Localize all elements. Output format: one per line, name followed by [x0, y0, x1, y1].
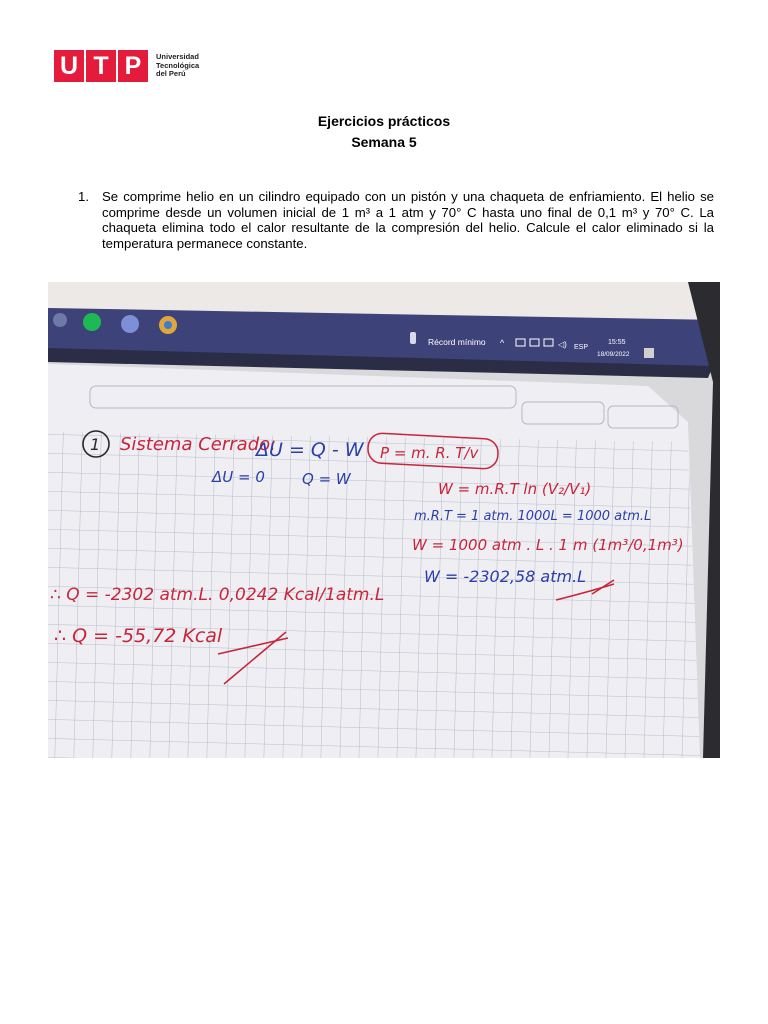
- logo-letter-u: U: [54, 50, 84, 82]
- taskbar-app-icon: [121, 315, 139, 333]
- utp-logo: [54, 50, 199, 82]
- hw-eq-q-equals-w: Q = W: [302, 470, 351, 488]
- speaker-icon: ◁): [558, 340, 567, 349]
- page-subtitle: Semana 5: [351, 134, 417, 150]
- hw-eq-ideal-gas: P = m. R. T/v: [380, 444, 479, 462]
- hw-system-label: Sistema Cerrado:: [120, 434, 277, 455]
- hw-item-number: 1: [90, 435, 101, 454]
- handwritten-solution-photo: [48, 282, 720, 758]
- page-title: Ejercicios prácticos: [317, 113, 451, 129]
- taskbar-time: 15:55: [608, 339, 626, 346]
- logo-line-3: del Perú: [156, 69, 186, 79]
- spotify-icon: [83, 313, 101, 331]
- hw-eq-w-result: W = -2302,58 atm.L: [424, 567, 587, 586]
- hw-eq-first-law: ΔU = Q - W: [256, 439, 364, 461]
- hw-eq-work: W = m.R.T ln (V₂/V₁): [438, 480, 592, 498]
- logo-letter-t: T: [86, 50, 116, 82]
- hw-eq-q-result: ∴ Q = -55,72 Kcal: [54, 625, 223, 647]
- exercise-number: 1.: [78, 189, 89, 204]
- thermometer-icon: [410, 332, 416, 344]
- weather-label: Récord mínimo: [428, 337, 486, 347]
- logo-text: [156, 53, 199, 78]
- exercise-text: Se comprime helio en un cilindro equipado con un pistón y una chaqueta de enfriamiento. El helio se comprime desde un volumen inicial de 1 m³ a 1 atm y 70° C hasta uno final de 0,1 m³ y 70° C. La chaqueta elimina todo el calor resultante de la compresión del helio. Calcule el calor eliminado si la temperatura permanece constante.: [102, 189, 714, 251]
- hw-eq-du-zero: ΔU = 0: [212, 468, 265, 486]
- notification-icon: [644, 348, 654, 358]
- logo-line-1: Universidad: [156, 52, 199, 62]
- hw-eq-mrt: m.R.T = 1 atm. 1000L = 1000 atm.L: [414, 509, 652, 524]
- chevron-up-icon: ^: [500, 338, 505, 348]
- hw-eq-w-calc: W = 1000 atm . L . 1 m (1m³/0,1m³): [412, 536, 684, 554]
- logo-letter-p: P: [118, 50, 148, 82]
- logo-line-2: Tecnológica: [156, 60, 200, 70]
- hw-eq-q-calc: ∴ Q = -2302 atm.L. 0,0242 Kcal/1atm.L: [50, 585, 385, 605]
- taskbar-date: 18/09/2022: [597, 351, 630, 358]
- taskbar-app-icon: [53, 313, 67, 327]
- language-indicator: ESP: [574, 344, 589, 351]
